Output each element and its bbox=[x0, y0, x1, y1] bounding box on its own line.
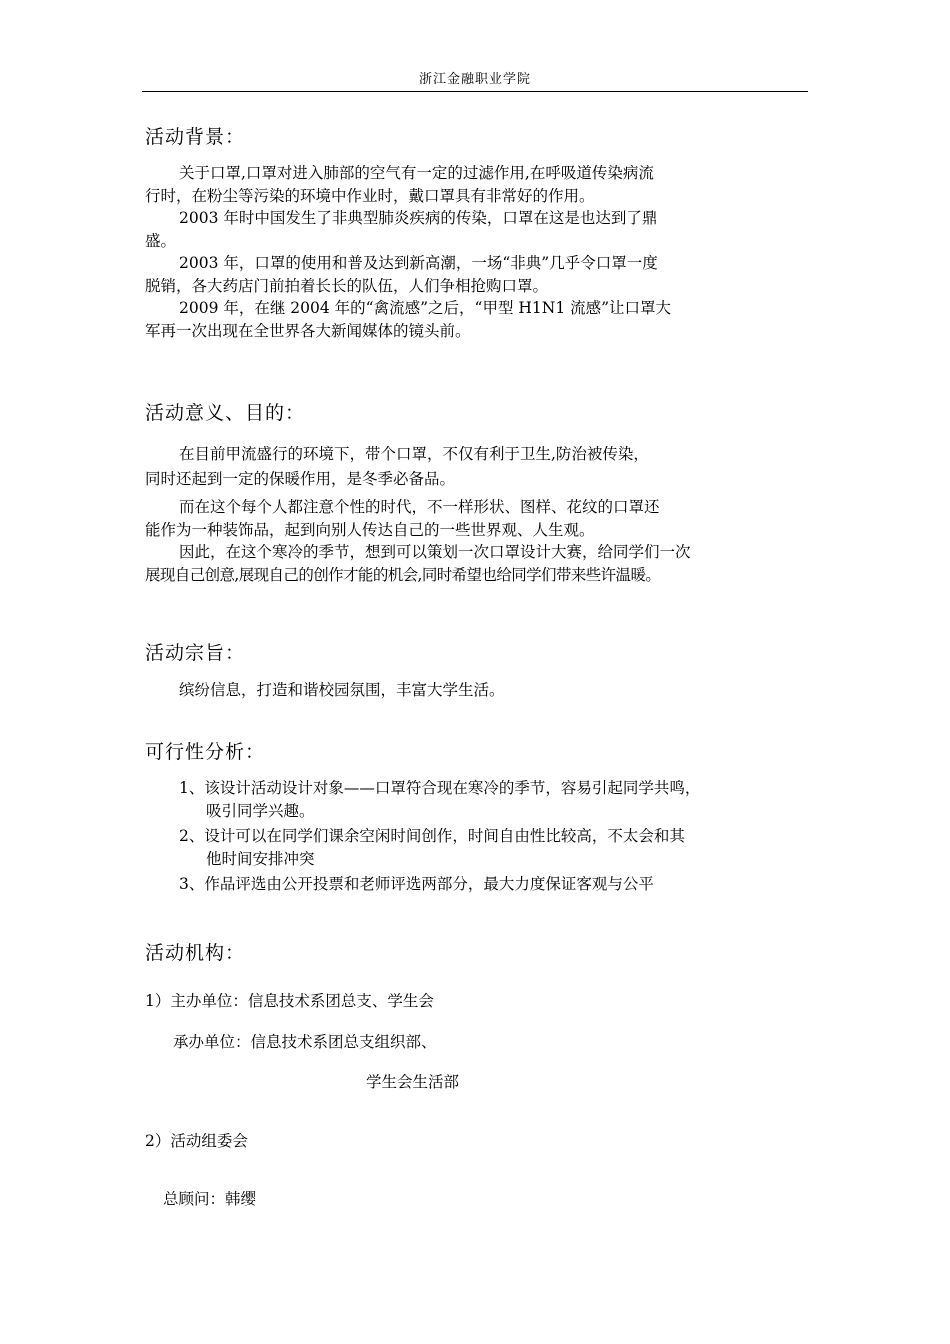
bg-p3-line2: 脱销，各大药店门前拍着长长的队伍，人们争相抢购口罩。 bbox=[145, 276, 549, 295]
bg-p1-line1: 关于口罩,口罩对进入肺部的空气有一定的过滤作用,在呼吸道传染病流 bbox=[179, 164, 654, 182]
header-rule bbox=[142, 91, 808, 92]
bg-p3-line1: 2003 年，口罩的使用和普及达到新高潮，一场“非典”几乎令口罩一度 bbox=[179, 254, 658, 272]
sig-p1-line1: 在目前甲流盛行的环境下，带个口罩，不仅有利于卫生,防治被传染， bbox=[179, 445, 649, 463]
org-organizer-cont: 学生会生活部 bbox=[366, 1073, 460, 1091]
heading-background: 活动背景： bbox=[145, 126, 246, 148]
feas-item1-line2: 吸引同学兴趣。 bbox=[206, 801, 315, 820]
feas-item3-line1: 3、作品评选由公开投票和老师评选两部分，最大力度保证客观与公平 bbox=[179, 875, 654, 893]
sig-p3-line2: 展现自己创意,展现自己的创作才能的机会,同时希望也给同学们带来些许温暖。 bbox=[145, 565, 661, 584]
bg-p4-line2: 军再一次出现在全世界各大新闻媒体的镜头前。 bbox=[145, 321, 471, 340]
heading-organization: 活动机构： bbox=[145, 942, 246, 964]
sig-p1-line2: 同时还起到一定的保暖作用，是冬季必备品。 bbox=[145, 469, 456, 488]
feasibility-list bbox=[179, 777, 809, 896]
bg-p1-line2: 行时，在粉尘等污染的环境中作业时，戴口罩具有非常好的作用。 bbox=[145, 186, 595, 205]
sig-p2-line1: 而在这个每个人都注意个性的时代，不一样形状、图样、花纹的口罩还 bbox=[179, 498, 660, 516]
purpose-text: 缤纷信息，打造和谐校园氛围，丰富大学生活。 bbox=[179, 681, 505, 699]
feas-item2-line2: 他时间安排冲突 bbox=[206, 849, 315, 868]
background-paragraph bbox=[145, 162, 807, 342]
org-organizer: 承办单位：信息技术系团总支组织部、 bbox=[173, 1033, 437, 1051]
heading-significance: 活动意义、目的： bbox=[145, 402, 306, 424]
feas-item1-line1: 1、该设计活动设计对象——口罩符合现在寒冷的季节，容易引起同学共鸣， bbox=[179, 779, 701, 797]
heading-feasibility: 可行性分析： bbox=[145, 741, 266, 763]
bg-p2-line1: 2003 年时中国发生了非典型肺炎疾病的传染，口罩在这是也达到了鼎 bbox=[179, 209, 658, 227]
org-advisor: 总顾问：韩缨 bbox=[163, 1190, 257, 1208]
heading-purpose: 活动宗旨： bbox=[145, 642, 246, 664]
bg-p2-line2: 盛。 bbox=[145, 231, 177, 250]
sig-p2-line2: 能作为一种装饰品，起到向别人传达自己的一些世界观、人生观。 bbox=[145, 520, 595, 539]
feas-item2-line1: 2、设计可以在同学们课余空闲时间创作，时间自由性比较高，不太会和其 bbox=[179, 827, 685, 845]
org-host: 1）主办单位：信息技术系团总支、学生会 bbox=[145, 992, 434, 1010]
significance-paragraph bbox=[145, 443, 807, 586]
org-committee: 2）活动组委会 bbox=[145, 1132, 248, 1150]
sig-p3-line1: 因此，在这个寒冷的季节，想到可以策划一次口罩设计大赛，给同学们一次 bbox=[179, 543, 691, 561]
page-header: 浙江金融职业学院 bbox=[418, 72, 531, 87]
bg-p4-line1: 2009 年，在继 2004 年的“禽流感”之后，“甲型 H1N1 流感”让口罩大 bbox=[179, 299, 672, 317]
